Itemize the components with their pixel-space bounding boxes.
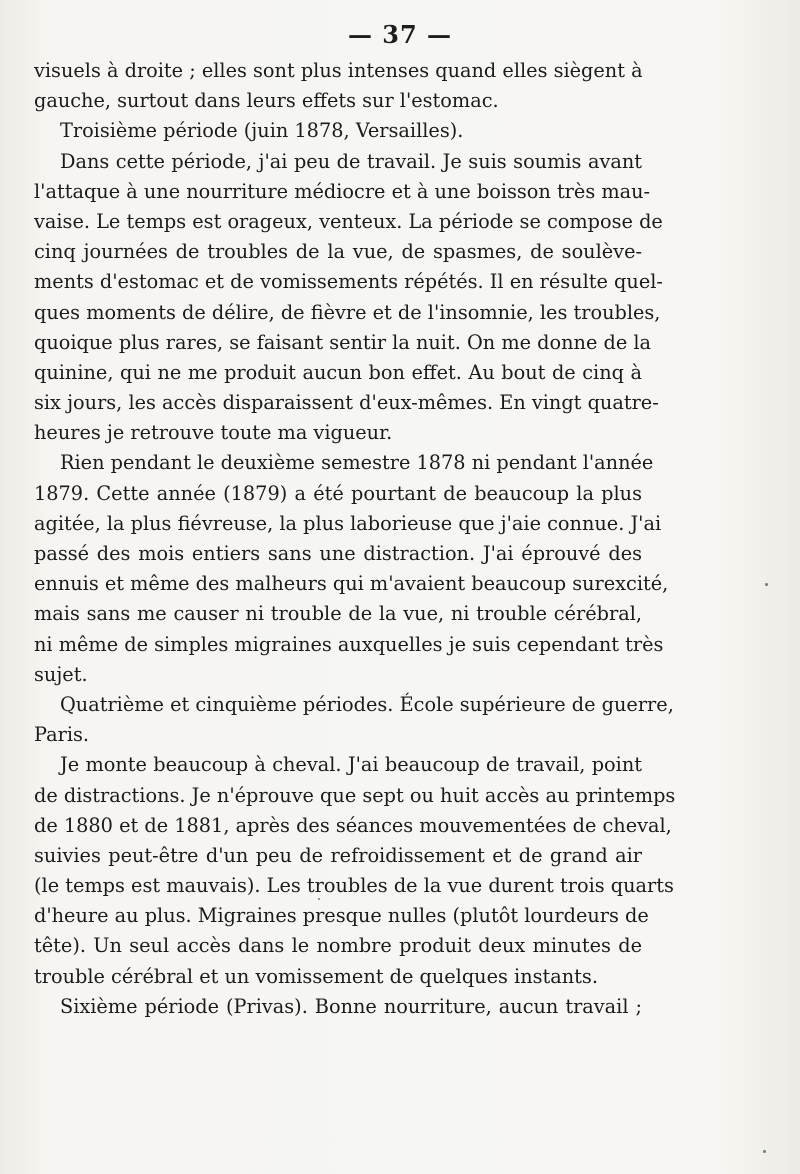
text-line: de distractions. Je n'éprouve que sept ou huit accès au printemps [34,783,676,807]
text-line: tête). Un seul accès dans le nombre produit deux minutes de [34,934,642,958]
text-line: Sixième période (Privas). Bonne nourriture, aucun travail ; [60,994,642,1018]
text-line: Dans cette période, j'ai peu de travail. Je suis soumis avant [60,149,642,173]
text-line: suivies peut-être d'un peu de refroidissement et de grand air [34,843,642,867]
text-line: ques moments de délire, de fièvre et de l'insomnie, les troubles, [34,300,661,324]
text-line: d'heure au plus. Migraines presque nulles (plutôt lourdeurs de [34,904,649,928]
text-line: gauche, surtout dans leurs effets sur l'estomac. [34,89,499,113]
text-line: quinine, qui ne me produit aucun bon effet. Au bout de cinq à [34,360,642,384]
text-line: Troisième période (juin 1878, Versailles). [60,119,464,143]
text-line: Paris. [34,723,90,747]
text-line: l'attaque à une nourriture médiocre et à une boisson très mau- [34,179,651,203]
text-line: Rien pendant le deuxième semestre 1878 ni pendant l'année [60,451,654,475]
text-line: Quatrième et cinquième périodes. École supérieure de guerre, [60,692,674,716]
text-line: cinq journées de troubles de la vue, de spasmes, de soulève- [34,240,642,264]
text-line: quoique plus rares, se faisant sentir la nuit. On me donne de la [34,330,652,354]
text-line: six jours, les accès disparaissent d'eux-mêmes. En vingt quatre- [34,391,659,415]
text-line: mais sans me causer ni trouble de la vue, ni trouble cérébral, [34,602,642,626]
text-line: 1879. Cette année (1879) a été pourtant de beaucoup la plus [34,481,642,505]
text-line: ments d'estomac et de vomissements répétés. Il en résulte quel- [34,270,663,294]
text-line: Je monte beaucoup à cheval. J'ai beaucoup de travail, point [60,753,642,777]
text-line: vaise. Le temps est orageux, venteux. La période se compose de [34,209,663,233]
text-line: visuels à droite ; elles sont plus intenses quand elles siègent à [34,59,643,82]
text-line: sujet. [34,662,88,686]
page-number: — 37 — [347,20,453,49]
text-line: ennuis et même des malheurs qui m'avaient beaucoup surexcité, [34,572,669,596]
paper-speck [765,583,768,586]
page-body-text [34,56,676,1022]
text-line: de 1880 et de 1881, après des séances mouvementées de cheval, [34,813,672,837]
text-line: agitée, la plus fiévreuse, la plus laborieuse que j'aie connue. J'ai [34,511,662,535]
text-line: ni même de simples migraines auxquelles je suis cependant très [34,632,664,656]
paper-speck [763,1150,766,1153]
text-line: passé des mois entiers sans une distraction. J'ai éprouvé des [34,542,642,565]
text-line: heures je retrouve toute ma vigueur. [34,421,393,445]
text-line: (le temps est mauvais). Les troubles de la vue durent trois quarts [34,874,674,898]
text-line: trouble cérébral et un vomissement de quelques instants. [34,964,598,988]
